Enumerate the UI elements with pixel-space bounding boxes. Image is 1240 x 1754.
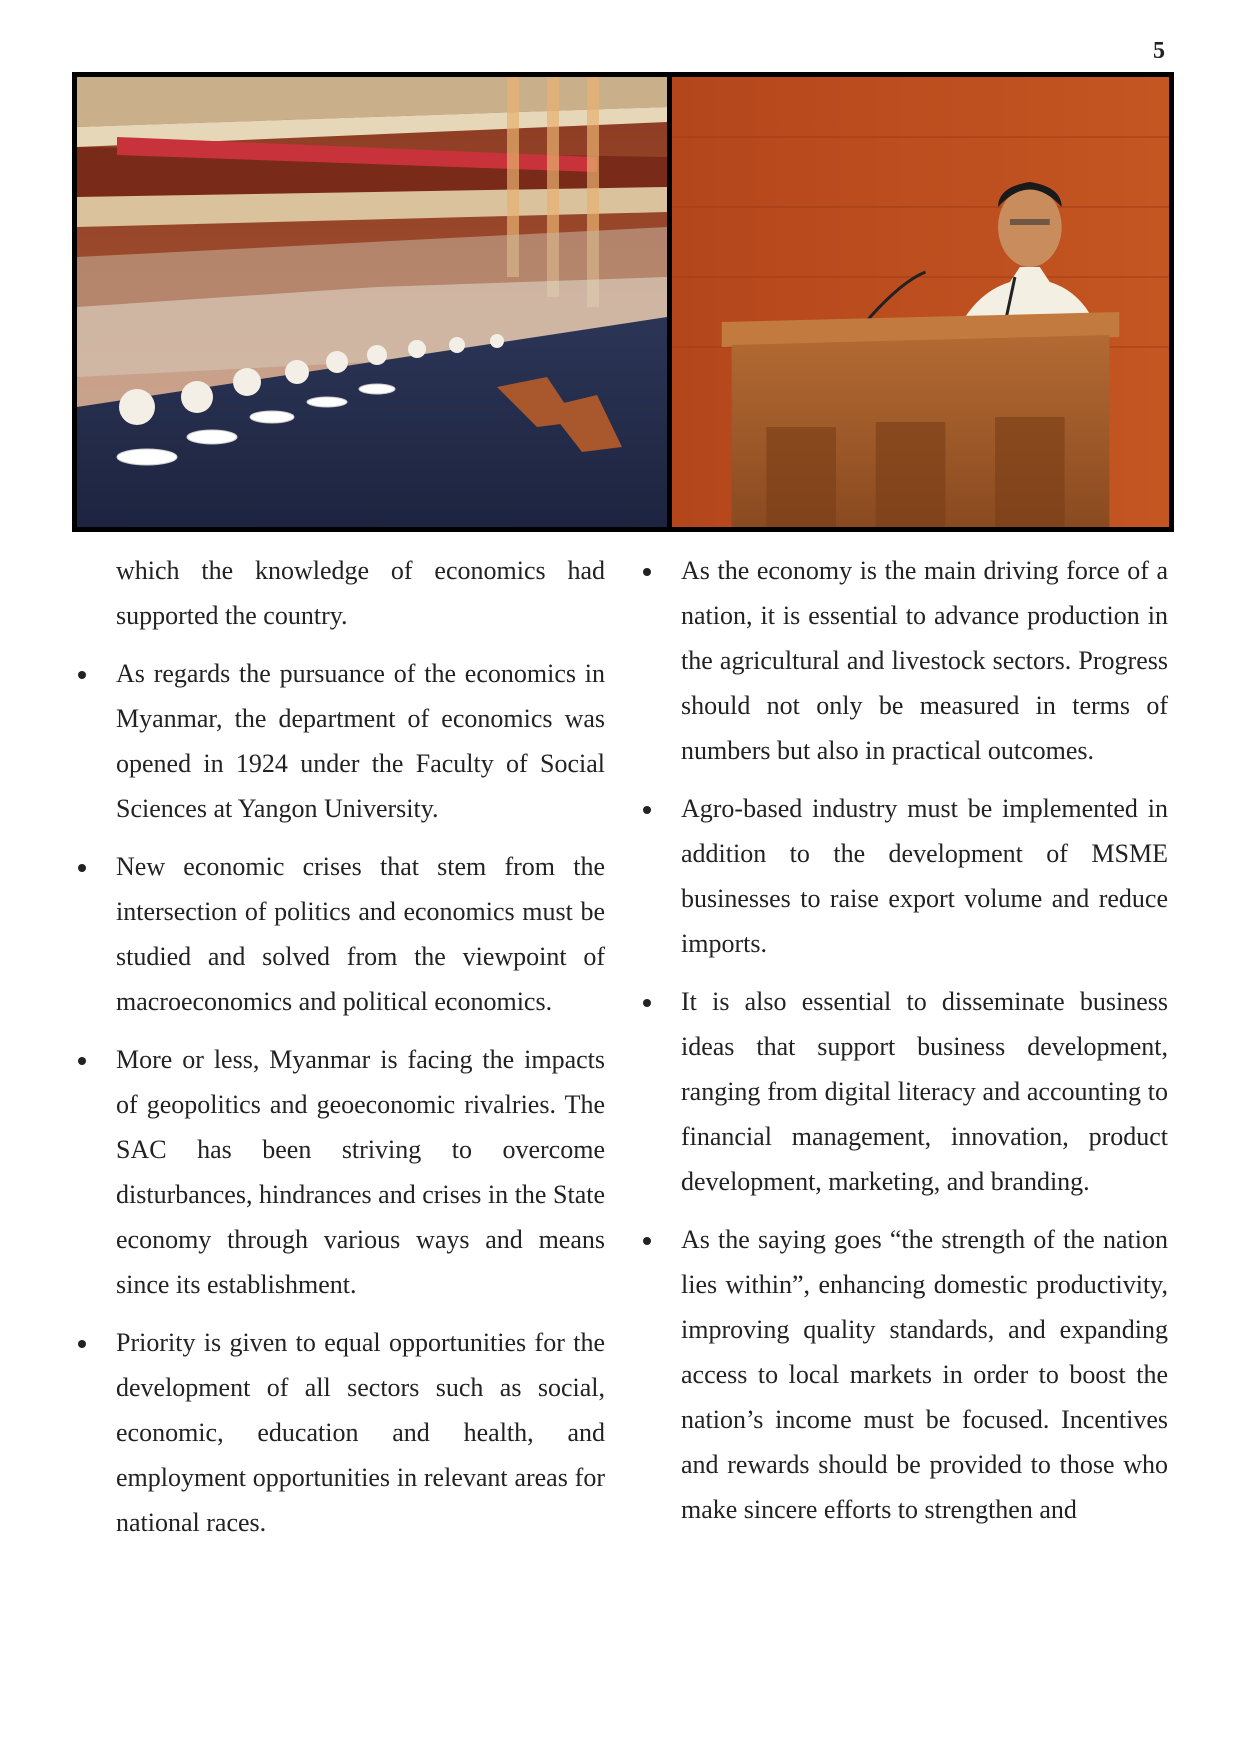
bullet-item: More or less, Myanmar is facing the impacts of geopolitics and geoeconomic rivalries. The SAC has been striving to overcome disturbances, hindrances and crises in the State economy through various ways and means since its establishment. bbox=[70, 1037, 605, 1307]
photo-strip bbox=[72, 72, 1174, 532]
bullet-item: New economic crises that stem from the intersection of politics and economics must be studied and solved from the viewpoint of macroeconomics and political economics. bbox=[70, 844, 605, 1024]
speaker-at-podium-photo bbox=[672, 77, 1169, 527]
left-column bbox=[70, 548, 605, 1558]
bullet-item: Agro-based industry must be implemented in addition to the development of MSME businesses to raise export volume and reduce imports. bbox=[635, 786, 1168, 966]
right-column bbox=[635, 548, 1168, 1545]
left-bullet-list bbox=[70, 651, 605, 1545]
bullet-item: It is also essential to disseminate business ideas that support business development, ranging from digital literacy and accounting to financial management, innovation, product development, marketing, and branding. bbox=[635, 979, 1168, 1204]
bullet-item: As regards the pursuance of the economics in Myanmar, the department of economics was opened in 1924 under the Faculty of Social Sciences at Yangon University. bbox=[70, 651, 605, 831]
right-bullet-list bbox=[635, 548, 1168, 1532]
page-number: 5 bbox=[1153, 38, 1165, 64]
body-text-columns bbox=[70, 548, 1172, 1728]
bullet-item: As the saying goes “the strength of the nation lies within”, enhancing domestic productivity, improving quality standards, and expanding access to local markets in order to boost the nation’s income must be focused. Incentives and rewards should be provided to those who make sincere efforts to strengthen and bbox=[635, 1217, 1168, 1532]
continued-paragraph: which the knowledge of economics had supported the country. bbox=[116, 556, 605, 630]
bullet-item: Priority is given to equal opportunities for the development of all sectors such as social, economic, education and health, and employment opportunities in relevant areas for national races. bbox=[70, 1320, 605, 1545]
auditorium-photo bbox=[77, 77, 667, 527]
bullet-item: As the economy is the main driving force of a nation, it is essential to advance production in the agricultural and livestock sectors. Progress should not only be measured in terms of numbers but also in practical outcomes. bbox=[635, 548, 1168, 773]
